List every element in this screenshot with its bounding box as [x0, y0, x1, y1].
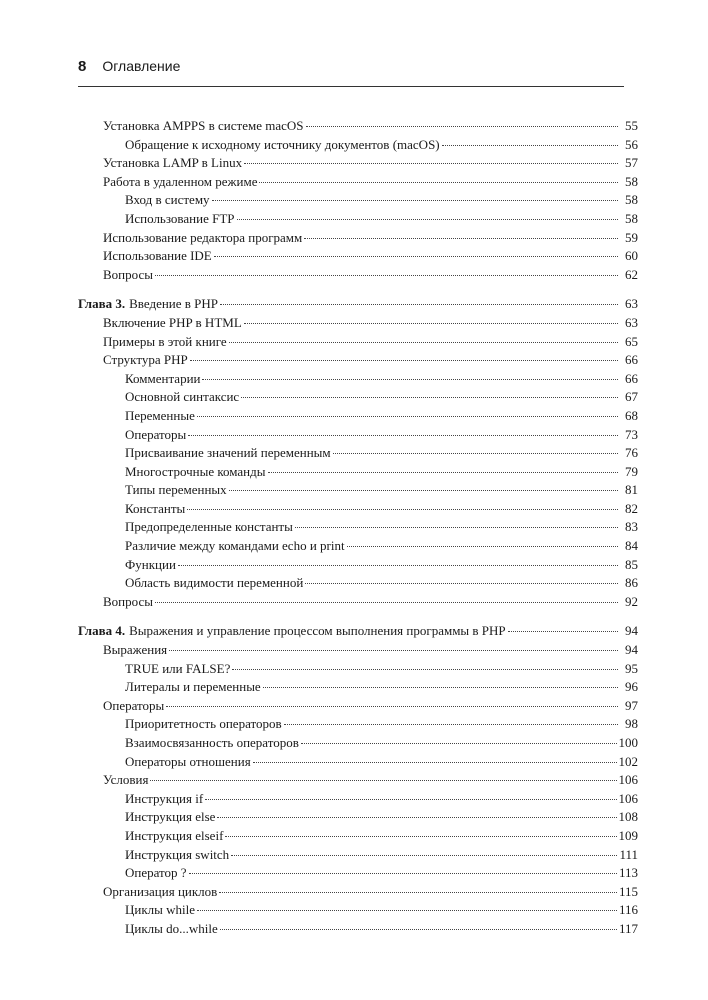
toc-page-number: 57: [625, 155, 638, 171]
toc-entry-title: Организация циклов: [103, 883, 218, 899]
toc-entry-title: Инструкция elseif: [125, 827, 224, 843]
toc-page-number: 109: [618, 827, 638, 843]
toc-entry[interactable]: [78, 191, 638, 210]
toc-entry-title: Циклы do...while: [125, 920, 218, 936]
toc-page-number: 65: [625, 333, 638, 349]
dot-leader: [253, 762, 617, 763]
dot-leader: [295, 527, 618, 528]
toc-entry[interactable]: [78, 920, 638, 939]
toc-page-number: 68: [625, 407, 638, 423]
dot-leader: [225, 836, 616, 837]
dot-leader: [150, 780, 616, 781]
toc-entry-title: Приоритетность операторов: [125, 716, 282, 732]
dot-leader: [442, 145, 618, 146]
toc-page-number: 100: [618, 735, 638, 750]
dot-leader: [259, 182, 618, 183]
toc-entry[interactable]: [78, 753, 638, 772]
toc-entry-title: Структура PHP: [103, 352, 188, 368]
toc-page-number: 76: [625, 445, 638, 461]
toc-page-number: 62: [625, 266, 638, 282]
dot-leader: [155, 275, 618, 276]
dot-leader: [166, 706, 618, 707]
dot-leader: [301, 743, 617, 744]
toc-entry-title: Включение PHP в HTML: [103, 314, 242, 330]
toc-entry[interactable]: [78, 426, 638, 445]
toc-entry[interactable]: [78, 734, 638, 753]
toc-page-number: 108: [618, 809, 638, 825]
toc-chapter-entry[interactable]: [78, 295, 638, 314]
dot-leader: [187, 509, 618, 510]
running-title: Оглавление: [102, 58, 181, 74]
dot-leader: [178, 565, 618, 566]
toc-page-number: 63: [625, 296, 638, 312]
toc-entry-title: Предопределенные константы: [125, 519, 293, 535]
toc-entry[interactable]: [78, 864, 638, 883]
toc-page-number: 95: [625, 660, 638, 676]
toc-page-number: 59: [625, 229, 638, 245]
chapter-number: Глава 3.: [78, 296, 126, 312]
toc-entry-title: Обращение к исходному источнику документов (macOS): [125, 136, 440, 152]
toc-entry-title: Различие между командами echo и print: [125, 538, 345, 554]
toc-entry[interactable]: [78, 370, 638, 389]
dot-leader: [333, 453, 618, 454]
toc-entry[interactable]: [78, 901, 638, 920]
dot-leader: [229, 342, 618, 343]
dot-leader: [508, 631, 618, 632]
toc-page-number: 63: [625, 314, 638, 330]
dot-leader: [212, 200, 618, 201]
table-of-contents: [78, 117, 638, 939]
toc-entry-title: Установка LAMP в Linux: [103, 155, 243, 171]
toc-entry[interactable]: [78, 790, 638, 809]
toc-entry[interactable]: [78, 463, 638, 482]
toc-page-number: 82: [625, 500, 638, 516]
toc-page-number: 67: [625, 389, 638, 405]
toc-entry-title: Переменные: [125, 407, 195, 423]
dot-leader: [232, 669, 618, 670]
dot-leader: [244, 323, 618, 324]
toc-entry-title: Выражения и управление процессом выполнения программы в PHP: [129, 623, 506, 639]
toc-page-number: 86: [625, 575, 638, 591]
toc-entry[interactable]: [78, 518, 638, 537]
dot-leader: [217, 817, 616, 818]
dot-leader: [202, 379, 618, 380]
toc-page-number: 58: [625, 173, 638, 189]
toc-entry[interactable]: [78, 173, 638, 192]
toc-entry[interactable]: [78, 333, 638, 352]
toc-page-number: 83: [625, 519, 638, 535]
toc-entry-title: Литералы и переменные: [125, 679, 261, 695]
dot-leader: [237, 219, 619, 220]
dot-leader: [231, 855, 617, 856]
toc-entry-title: Оператор ?: [125, 865, 187, 881]
toc-entry[interactable]: [78, 697, 638, 716]
toc-entry-title: Введение в PHP: [129, 296, 219, 312]
toc-entry-title: Присваивание значений переменным: [125, 445, 331, 461]
dot-leader: [306, 126, 619, 127]
toc-entry[interactable]: [78, 500, 638, 519]
toc-entry-title: Работа в удаленном режиме: [103, 173, 258, 189]
toc-page-number: 55: [625, 118, 638, 133]
toc-entry[interactable]: [78, 407, 638, 426]
toc-entry[interactable]: [78, 641, 638, 660]
toc-entry[interactable]: [78, 593, 638, 612]
toc-entry-title: Типы переменных: [125, 482, 227, 498]
toc-page-number: 97: [625, 697, 638, 713]
toc-page-number: 106: [618, 772, 638, 788]
toc-page-number: 66: [625, 370, 638, 386]
toc-entry-title: Использование FTP: [125, 210, 235, 226]
toc-entry[interactable]: [78, 883, 638, 902]
toc-page-number: 98: [625, 716, 638, 732]
toc-entry[interactable]: [78, 154, 638, 173]
toc-entry-title: Циклы while: [125, 902, 196, 918]
toc-entry-title: Условия: [103, 772, 149, 788]
toc-entry-title: TRUE или FALSE?: [125, 660, 231, 676]
toc-entry[interactable]: [78, 556, 638, 575]
chapter-number: Глава 4.: [78, 623, 126, 639]
toc-entry[interactable]: [78, 229, 638, 248]
toc-entry-title: Многострочные команды: [125, 463, 266, 479]
dot-leader: [189, 873, 617, 874]
page-number: 8: [78, 58, 87, 75]
toc-page-number: 116: [618, 902, 638, 918]
toc-entry[interactable]: [78, 827, 638, 846]
dot-leader: [197, 416, 618, 417]
dot-leader: [241, 397, 618, 398]
dot-leader: [304, 238, 618, 239]
dot-leader: [220, 929, 617, 930]
dot-leader: [205, 799, 616, 800]
toc-entry-title: Область видимости переменной: [125, 575, 304, 591]
toc-entry-title: Взаимосвязанность операторов: [125, 735, 299, 750]
toc-page-number: 84: [625, 538, 638, 554]
toc-entry-title: Инструкция else: [125, 809, 216, 825]
dot-leader: [263, 687, 618, 688]
toc-entry-title: Функции: [125, 556, 176, 572]
toc-page-number: 94: [625, 642, 638, 658]
dot-leader: [219, 892, 617, 893]
dot-leader: [347, 546, 618, 547]
toc-entry-title: Комментарии: [125, 370, 201, 386]
toc-entry[interactable]: [78, 247, 638, 266]
toc-entry-title: Примеры в этой книге: [103, 333, 227, 349]
toc-entry-title: Вход в систему: [125, 192, 210, 208]
dot-leader: [284, 724, 618, 725]
toc-page-number: 56: [625, 136, 638, 152]
toc-entry[interactable]: [78, 660, 638, 679]
toc-entry[interactable]: [78, 574, 638, 593]
toc-page-number: 85: [625, 556, 638, 572]
toc-entry-title: Использование редактора программ: [103, 229, 303, 245]
toc-page-number: 102: [618, 753, 638, 769]
toc-page-number: 115: [618, 883, 638, 899]
toc-page-number: 79: [625, 463, 638, 479]
toc-entry[interactable]: [78, 537, 638, 556]
toc-page-number: 66: [625, 352, 638, 368]
toc-page-number: 94: [625, 623, 638, 639]
dot-leader: [268, 472, 619, 473]
toc-page-number: 117: [618, 920, 638, 936]
toc-entry[interactable]: [78, 388, 638, 407]
toc-entry[interactable]: [78, 136, 638, 155]
toc-entry-title: Инструкция switch: [125, 846, 230, 862]
toc-page-number: 111: [619, 846, 638, 862]
toc-entry-title: Вопросы: [103, 266, 153, 282]
toc-entry-title: Константы: [125, 500, 186, 516]
toc-entry[interactable]: [78, 314, 638, 333]
toc-page-number: 113: [618, 865, 638, 881]
dot-leader: [188, 435, 618, 436]
toc-entry[interactable]: [78, 481, 638, 500]
dot-leader: [214, 256, 618, 257]
toc-entry[interactable]: [78, 117, 638, 136]
toc-entry-title: Операторы: [125, 426, 187, 442]
dot-leader: [220, 304, 618, 305]
dot-leader: [169, 650, 618, 651]
toc-chapter-entry[interactable]: [78, 622, 638, 641]
toc-entry-title: Использование IDE: [103, 248, 212, 264]
header-rule: [78, 86, 624, 87]
toc-entry[interactable]: [78, 210, 638, 229]
toc-entry[interactable]: [78, 444, 638, 463]
toc-page-number: 58: [625, 192, 638, 208]
toc-entry-title: Операторы отношения: [125, 753, 251, 769]
toc-entry[interactable]: [78, 715, 638, 734]
dot-leader: [197, 910, 617, 911]
toc-page-number: 96: [625, 679, 638, 695]
dot-leader: [155, 602, 618, 603]
toc-entry[interactable]: [78, 351, 638, 370]
toc-entry-title: Основной синтаксис: [125, 389, 240, 405]
toc-page-number: 58: [625, 210, 638, 226]
toc-page-number: 81: [625, 482, 638, 498]
toc-page-number: 73: [625, 426, 638, 442]
toc-entry[interactable]: [78, 678, 638, 697]
page-header: [78, 58, 648, 82]
dot-leader: [305, 583, 618, 584]
toc-page-number: 60: [625, 248, 638, 264]
toc-page-number: 92: [625, 593, 638, 609]
toc-entry-title: Установка AMPPS в системе macOS: [103, 118, 304, 133]
dot-leader: [190, 360, 618, 361]
toc-entry-title: Выражения: [103, 642, 168, 658]
toc-entry-title: Операторы: [103, 697, 165, 713]
toc-entry[interactable]: [78, 846, 638, 865]
toc-entry-title: Вопросы: [103, 593, 153, 609]
toc-entry[interactable]: [78, 771, 638, 790]
toc-entry[interactable]: [78, 266, 638, 285]
dot-leader: [244, 163, 618, 164]
toc-entry[interactable]: [78, 808, 638, 827]
toc-page-number: 106: [618, 790, 638, 806]
toc-entry-title: Инструкция if: [125, 790, 204, 806]
dot-leader: [229, 490, 618, 491]
